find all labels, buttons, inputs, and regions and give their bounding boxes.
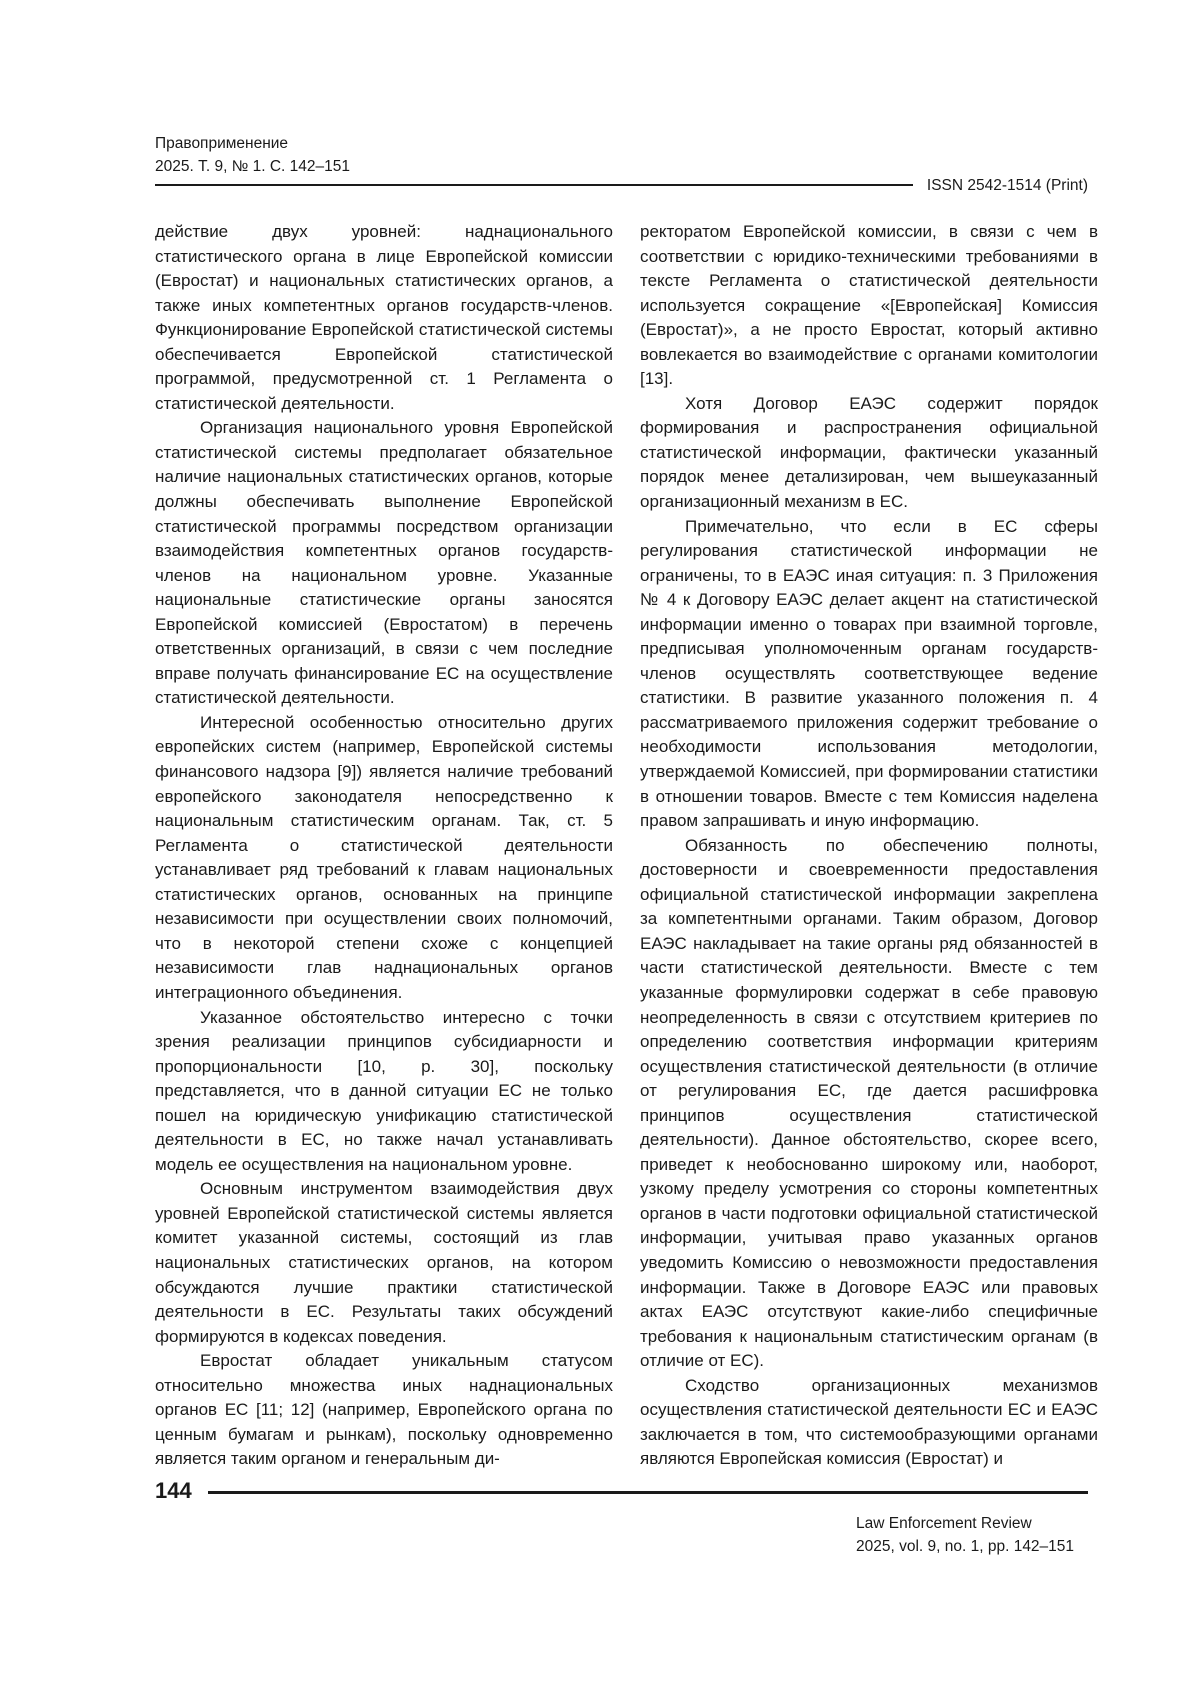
paragraph: Примечательно, что если в ЕС сферы регулирования статистической информации не ограничены, то в ЕАЭС иная ситуация: п. 3 Приложения № 4 к Договору ЕАЭС делает акцент на статистической информации именно о товарах при взаимной торговле, предписывая уполномоченным органам государств-членов осуществлять соответствующее ведение статистики. В развитие указанного положения п. 4 рассматриваемого приложения содержит требование о необходимости использования методологии, утверждаемой Комиссией, при формировании статистики в отношении товаров. Вместе с тем Комиссия наделена правом запрашивать и иную информацию.: [640, 516, 1098, 831]
left-text-column: [155, 220, 613, 1472]
paragraph: Обязанность по обеспечению полноты, достоверности и своевременности предоставления официальной статистической информации закреплена за компетентными органами. Таким образом, Договор ЕАЭС накладывает на такие органы ряд обязанностей в части статистической деятельности. Вместе с тем указанные формулировки содержат в себе правовую неопределенность в связи с отсутствием критериев по определению соответствия информации критериям осуществления статистической деятельности (в отличие от регулирования ЕС, где дается расшифровка принципов осуществления статистической деятельности). Данное обстоятельство, скорее всего, приведет к необоснованно широкому или, наоборот, узкому пределу усмотрения со стороны компетентных органов в части подготовки официальной статистической информации, учитывая право указанных органов уведомить Комиссию о невозможности предоставления информации. Также в Договоре ЕАЭС или правовых актах ЕАЭС отсутствуют какие-либо специфичные требования к национальным статистическим органам (в отличие от ЕС).: [640, 835, 1098, 1371]
paragraph: Евростат обладает уникальным статусом относительно множества иных наднациональных органов ЕС [11; 12] (например, Европейского органа по ценным бумагам и рынкам), поскольку одновременно является таким органом и генеральным ди-: [155, 1351, 613, 1469]
issue-info-ru: 2025. Т. 9, № 1. С. 142–151: [155, 158, 351, 175]
issn-label: ISSN 2542-1514 (Print): [926, 177, 1088, 194]
paragraph: Интересной особенностью относительно других европейских систем (например, Европейской системы финансового надзора [9]) является наличие требований европейского законодателя непосредственно к национальным статистическим органам. Так, ст. 5 Регламента о статистической деятельности устанавливает ряд требований к главам национальных статистических органов, основанных на принципе независимости при осуществлении своих полномочий, что в некоторой степени схоже с концепцией независимости глав наднациональных органов интеграционного объединения.: [155, 712, 613, 1002]
paragraph: ректоратом Европейской комиссии, в связи с чем в соответствии с юридико-техническими требованиями в тексте Регламента о статистической деятельности используется сокращение «[Европейская] Комиссия (Евростат)», а не просто Евростат, который активно вовлекается во взаимодействие с органами комитологии [13].: [640, 222, 1098, 389]
page-number: 144: [155, 1478, 192, 1503]
journal-header: [155, 132, 350, 178]
issue-info-en: 2025, vol. 9, no. 1, pp. 142–151: [856, 1538, 1075, 1555]
footer-divider: [208, 1491, 1088, 1494]
journal-title-ru: Правоприменение: [155, 135, 289, 152]
paragraph: Указанное обстоятельство интересно с точки зрения реализации принципов субсидиарности и пропорциональности [10, p. 30], поскольку представляется, что в данной ситуации ЕС не только пошел на юридическую унификацию статистической деятельности в ЕС, но также начал устанавливать модель ее осуществления на национальном уровне.: [155, 1007, 613, 1174]
paragraph: Сходство организационных механизмов осуществления статистической деятельности ЕС и ЕАЭС заключается в том, что системообразующими органами являются Европейская комиссия (Евростат) и: [640, 1375, 1098, 1469]
paragraph: действие двух уровней: наднационального статистического органа в лице Европейской комиссии (Евростат) и национальных статистических органов, а также иных компетентных органов государств-членов. Функционирование Европейской статистической системы обеспечивается Европейской статистической программой, предусмотренной ст. 1 Регламента о статистической деятельности.: [155, 222, 613, 413]
journal-title-en: Law Enforcement Review: [856, 1515, 1032, 1532]
paragraph: Основным инструментом взаимодействия двух уровней Европейской статистической системы является комитет указанной системы, состоящий из глав национальных статистических органов, на котором обсуждаются лучшие практики статистической деятельности в ЕС. Результаты таких обсуждений формируются в кодексах поведения.: [155, 1179, 613, 1346]
paragraph: Организация национального уровня Европейской статистической системы предполагает обязательное наличие национальных статистических органов, которые должны обеспечивать выполнение Европейской статистической программы посредством организации взаимодействия компетентных органов государств-членов на национальном уровне. Указанные национальные статистические органы заносятся Европейской комиссией (Евростатом) в перечень ответственных организаций, в связи с чем последние вправе получать финансирование ЕС на осуществление статистической деятельности.: [155, 418, 613, 708]
paragraph: Хотя Договор ЕАЭС содержит порядок формирования и распространения официальной статистической информации, фактически указанный порядок менее детализирован, чем вышеуказанный организационный механизм в ЕС.: [640, 393, 1098, 512]
right-text-column: [640, 220, 1098, 1472]
journal-footer: [856, 1512, 1074, 1558]
header-divider: [155, 184, 913, 186]
